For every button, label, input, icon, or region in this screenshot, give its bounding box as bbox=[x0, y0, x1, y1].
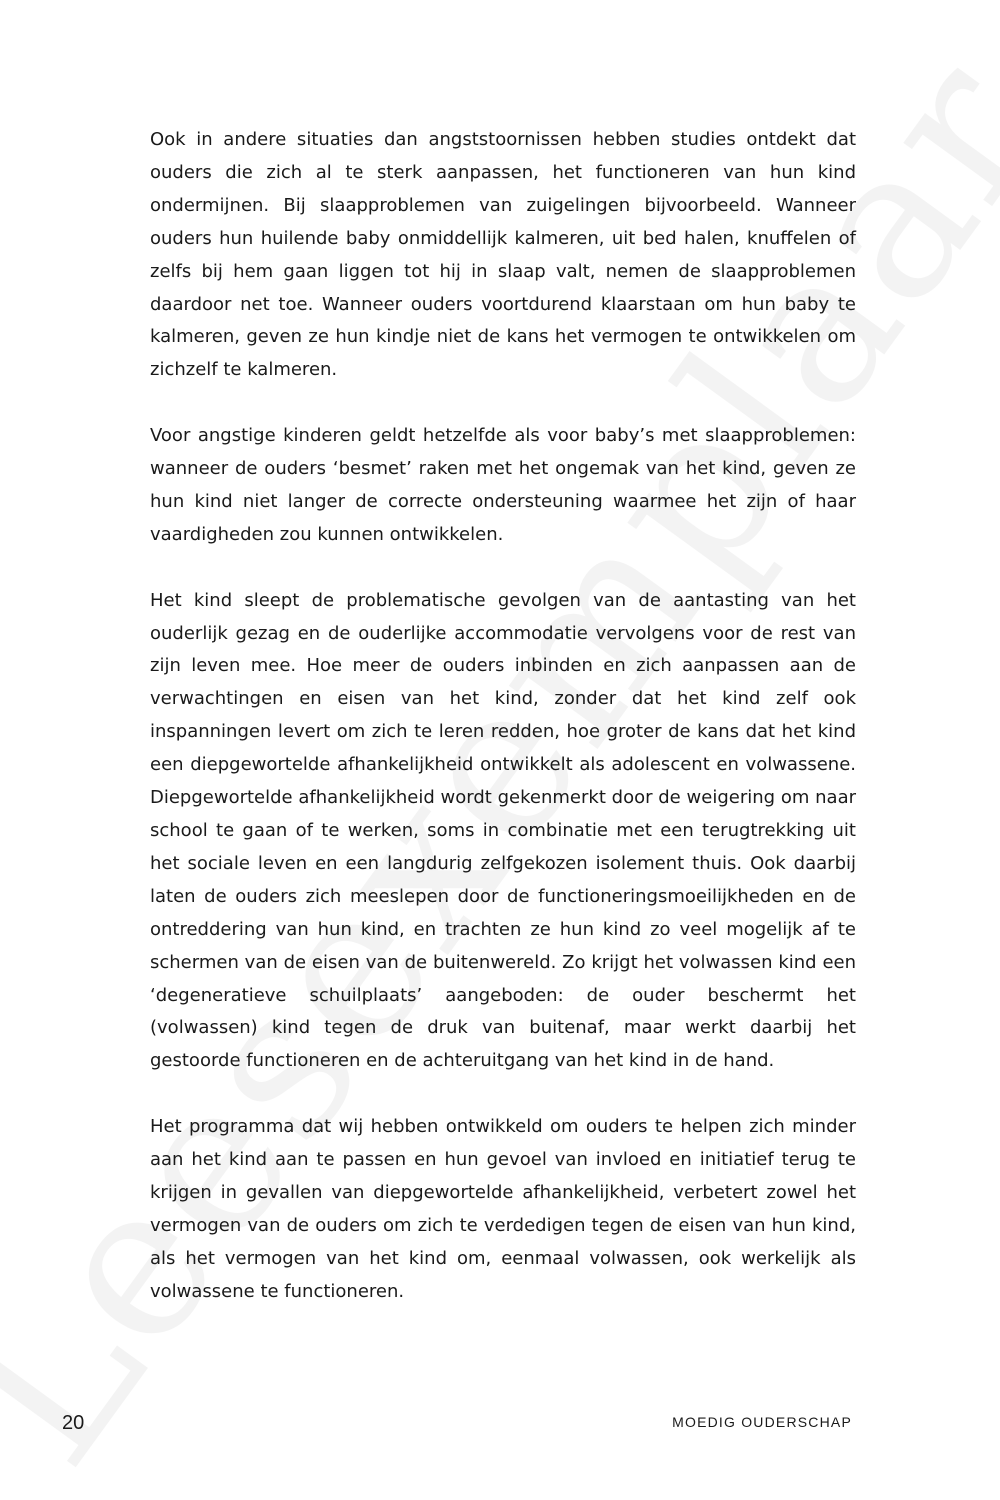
paragraph-4: Het programma dat wij hebben ontwikkeld om ouders te helpen zich minder aan het kind aan te passen en hun gevoel van invloed en initiatief terug te krijgen in gevallen van diepgewortelde afhankelijkheid, verbetert zowel het vermogen van de ouders om zich te verdedigen tegen de eisen van hun kind, als het vermogen van het kind om, eenmaal volwassen, ook werkelijk als volwassene te functioneren. bbox=[150, 1116, 856, 1302]
paragraph-2: Voor angstige kinderen geldt hetzelfde als voor baby’s met slaapproblemen: wanneer de ouders ‘besmet’ raken met het ongemak van het kind, geven ze hun kind niet langer de correcte ondersteuning waarmee het zijn of haar vaardigheden zou kunnen ontwikkelen. bbox=[150, 425, 856, 545]
paragraph-1: Ook in andere situaties dan angststoornissen hebben studies ontdekt dat ouders die zich al te sterk aanpassen, het functioneren van hun kind ondermijnen. Bij slaapproblemen van zuigelingen bijvoorbeeld. Wanneer ouders hun huilende baby onmiddellijk kalmeren, uit bed halen, knuffelen of zelfs bij hem gaan liggen tot hij in slaap valt, nemen de slaapproblemen daardoor net toe. Wanneer ouders voortdurend klaarstaan om hun baby te kalmeren, geven ze hun kindje niet de kans het vermogen te ontwikkelen om zichzelf te kalmeren. bbox=[150, 129, 856, 381]
running-head: MOEDIG OUDERSCHAP bbox=[672, 1414, 852, 1430]
page-number: 20 bbox=[62, 1412, 85, 1434]
paragraph-3: Het kind sleept de problematische gevolgen van de aantasting van het ouderlijk gezag en de ouderlijke accommodatie vervolgens voor de rest van zijn leven mee. Hoe meer de ouders inbinden en zich aanpassen aan de verwachtingen en eisen van het kind, zonder dat het kind zelf ook inspanningen levert om zich te leren redden, hoe groter de kans dat het kind een diepgewortelde afhankelijkheid ontwikkelt als adolescent en volwassene. Diepgewortelde afhankelijkheid wordt gekenmerkt door de weigering om naar school te gaan of te werken, soms in combinatie met een terugtrekking uit het sociale leven en een langdurig zelfgekozen isolement thuis. Ook daarbij laten de ouders zich meeslepen door de functioneringsmoeilijkheden en de ontreddering van hun kind, en trachten ze hun kind zo veel mogelijk af te schermen van de eisen van de buitenwereld. Zo krijgt het volwassen kind een ‘degeneratieve schuilplaats’ aangeboden: de ouder beschermt het (volwassen) kind tegen de druk van buitenaf, maar werkt daarbij het gestoorde functioneren en de achteruitgang van het kind in de hand. bbox=[150, 589, 856, 1072]
body-text bbox=[150, 124, 856, 1341]
